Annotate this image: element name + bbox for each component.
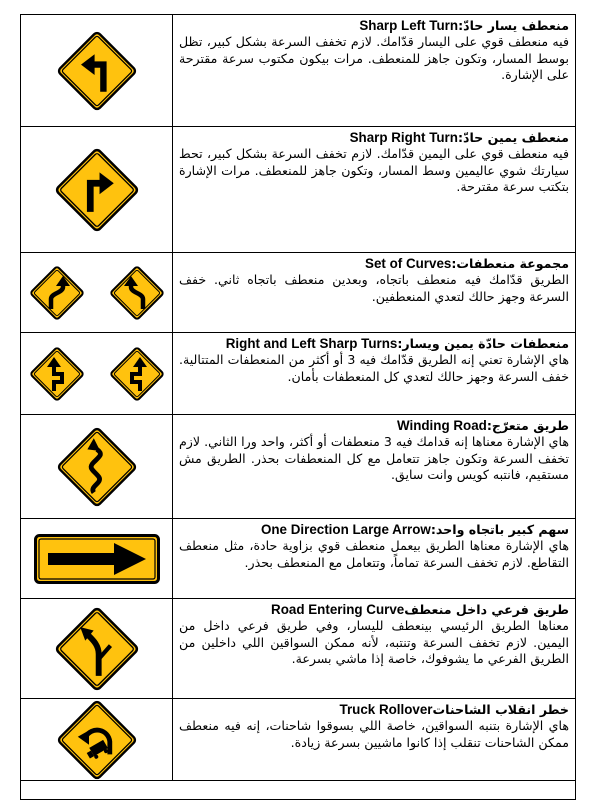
title-arabic: منعطف يمين حادّ: [457, 130, 569, 145]
sign-image-cell [21, 333, 173, 414]
winding-road-sign-icon [57, 427, 137, 507]
sign-image-cell [21, 519, 173, 598]
road-entering-curve-sign-icon [55, 607, 139, 691]
sign-description: هاي الإشارة تعني إنه الطريق قدّامك فيه 3 أو أكثر من المنعطفات المتتالية. خفف السرعة وجهز حالك لتعدي كل المنعطفات بأمان. [179, 352, 569, 384]
title-arabic: طريق فرعي داخل منعطف [404, 602, 569, 617]
sign-text-cell [173, 127, 575, 252]
sign-title [179, 418, 569, 434]
title-english: One Direction Large Arrow [260, 522, 431, 537]
title-arabic: طريق متعرّج: [486, 418, 569, 433]
road-signs-table [20, 14, 576, 800]
sign-description: هاي الإشارة معناها الطريق بيعمل منعطف قوي بزاوية حادة، مثل منعطف التقاطع. لازم تخفف السرعة تماماً، وتتعامل مع المنعطف بحذر. [179, 538, 569, 570]
sign-title [179, 130, 569, 146]
sign-description: هاي الإشارة معناها إنه قدامك فيه 3 منعطفات أو أكثر، واحد ورا الثاني. لازم تخفف السرعة وتكون جاهز تتعامل مع كل المنعطفات بحذر. الطريق مش مستقيم، فانتبه كويس وانت سايق. [179, 434, 569, 483]
sign-description: معناها الطريق الرئيسي بينعطف لليسار، وفي طريق فرعي داخل من اليمين. لازم تخفف السرعة وتنتبه، لأنه ممكن السواقين اللي داخلين من الطريق الفرعي ما يشوفوك، خاصة إذا ماشي بسرعة. [179, 618, 569, 667]
sign-title [179, 602, 569, 618]
table-row [21, 127, 575, 253]
truck-rollover-sign-icon [57, 700, 137, 780]
table-row [21, 415, 575, 519]
sign-title [179, 702, 569, 718]
title-english: Truck Rollover [339, 702, 433, 717]
title-english: Road Entering Curve [271, 602, 405, 617]
table-row [21, 253, 575, 333]
sign-text-cell [173, 599, 575, 698]
sharp-left-turn-sign-icon [57, 31, 137, 111]
sign-text-cell [173, 519, 575, 598]
title-english: Sharp Right Turn [349, 130, 458, 145]
title-arabic: مجموعة منعطفات: [451, 256, 569, 271]
set-of-curves-sign-icon [25, 261, 169, 325]
title-arabic: سهم كبير باتجاه واحد: [430, 522, 569, 537]
sign-description: فيه منعطف قوي على اليسار قدّامك. لازم تخفف السرعة بشكل كبير، تظل بوسط المسار، وتكون جاهز للمنعطف. مرات بيكون مكتوب سرعة مقترحة على الإشارة. [179, 34, 569, 83]
table-row [21, 15, 575, 127]
sign-text-cell [173, 253, 575, 332]
sign-title [179, 18, 569, 34]
sign-image-cell [21, 127, 173, 252]
one-direction-large-arrow-sign-icon [34, 534, 160, 584]
sign-text-cell [173, 15, 575, 126]
title-arabic: منعطف يسار حادّ: [458, 18, 569, 33]
sign-text-cell [173, 415, 575, 518]
sign-image-cell [21, 699, 173, 780]
right-and-left-sharp-turns-sign-icon [25, 342, 169, 406]
sign-text-cell [173, 333, 575, 414]
title-english: Set of Curves [365, 256, 452, 271]
table-row [21, 699, 575, 781]
sign-image-cell [21, 253, 173, 332]
sign-description: هاي الإشارة بتنبه السواقين، خاصة اللي بسوقوا شاحنات، إنه فيه منعطف ممكن الشاحنات تنقلب إذا كانوا ماشيين بسرعة زيادة. [179, 718, 569, 750]
sign-title [179, 336, 569, 352]
sign-image-cell [21, 599, 173, 698]
title-arabic: خطر انقلاب الشاحنات [432, 702, 569, 717]
sign-title [179, 256, 569, 272]
sharp-right-turn-sign-icon [55, 148, 139, 232]
sign-description: فيه منعطف قوي على اليمين قدّامك. لازم تخفف السرعة بشكل كبير، تحط سيارتك شوي عاليمين وسط المسار، وتكون جاهز للمنعطف. مرات الإشارة بتكتب سرعة مقترحة. [179, 146, 569, 195]
sign-image-cell [21, 15, 173, 126]
table-row [21, 519, 575, 599]
sign-image-cell [21, 415, 173, 518]
title-arabic: منعطفات حادّة يمين ويسار: [397, 336, 569, 351]
sign-text-cell [173, 699, 575, 780]
title-english: Winding Road [396, 418, 487, 433]
sign-title [179, 522, 569, 538]
table-row [21, 599, 575, 699]
table-row [21, 333, 575, 415]
title-english: Right and Left Sharp Turns [225, 336, 398, 351]
sign-description: الطريق قدّامك فيه منعطف باتجاه، وبعدين منعطف باتجاه ثاني. خفف السرعة وجهز حالك لتعدي المنعطفين. [179, 272, 569, 304]
title-english: Sharp Left Turn [359, 18, 459, 33]
